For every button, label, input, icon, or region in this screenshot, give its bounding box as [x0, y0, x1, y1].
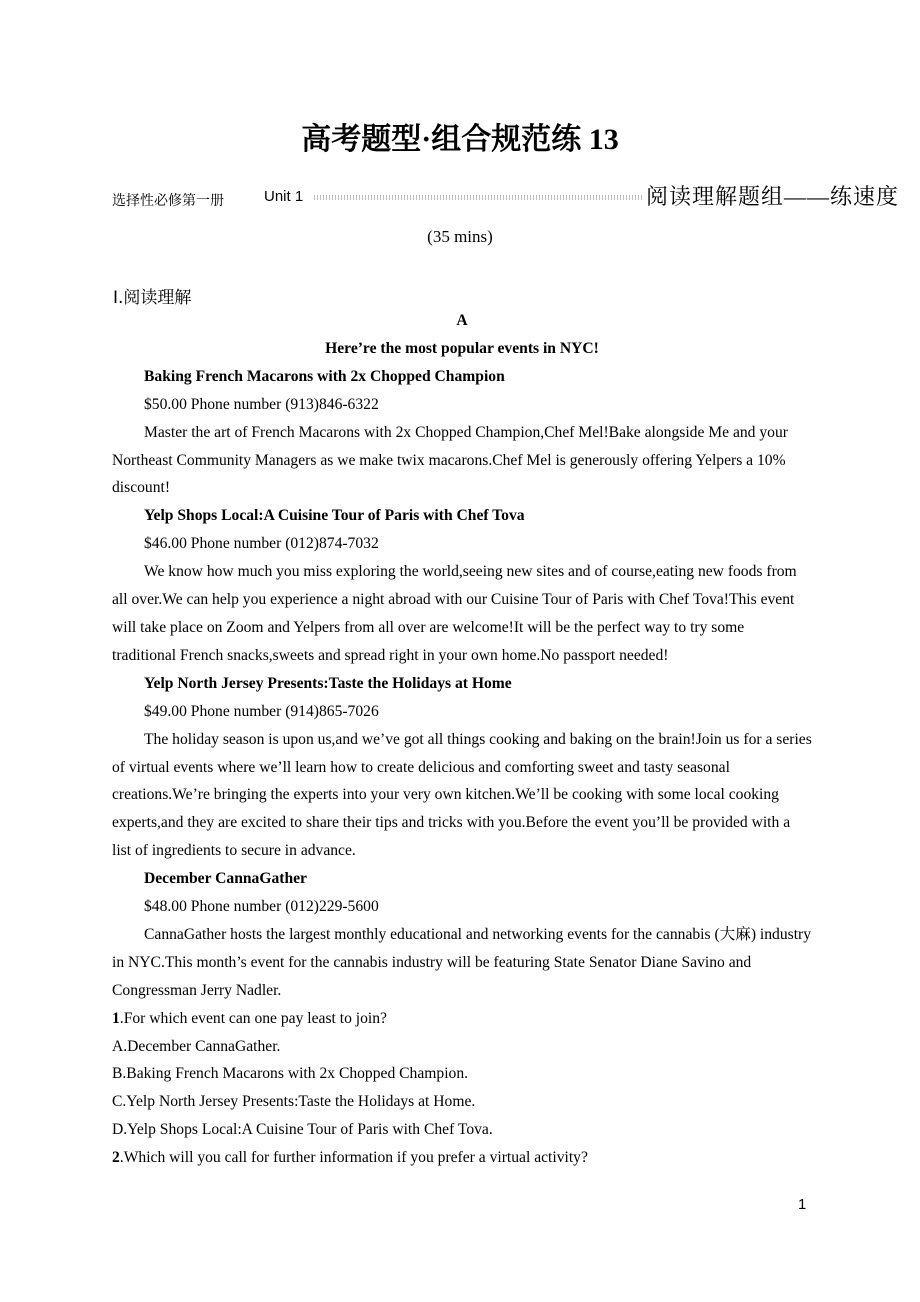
event-description: The holiday season is upon us,and we’ve got all things cooking and baking on the brain!Join us for a series of virtual events where we’ll learn how to create delicious and comforting sweet and tasty seasonal creations.We’re bringing the experts into your very own kitchen.We’ll be cooking with some local cooking experts,and they are excited to share their tips and tricks with you.Before the event you’ll be provided with a list of ingredients to secure in advance.: [112, 730, 812, 860]
event-price-phone: $48.00 Phone number (012)229-5600: [144, 898, 379, 916]
question-number: 2: [112, 1149, 120, 1167]
page-number: 1: [798, 1196, 807, 1213]
passage-heading: Here’re the most popular events in NYC!: [325, 339, 599, 357]
event-name: Yelp Shops Local:A Cuisine Tour of Paris with Chef Tova: [144, 507, 525, 525]
event-price-phone: $50.00 Phone number (913)846-6322: [144, 395, 379, 413]
question-1: [112, 1005, 812, 1033]
question-2: [112, 1144, 812, 1172]
question-stem: .For which event can one pay least to join?: [119, 1009, 387, 1027]
page-title: 高考题型·组合规范练 13: [301, 123, 619, 156]
time-limit: (35 mins): [427, 227, 493, 246]
question-number: 1: [112, 1009, 120, 1027]
option-c: C.Yelp North Jersey Presents:Taste the Holidays at Home.: [112, 1093, 476, 1111]
event-name: Yelp North Jersey Presents:Taste the Holidays at Home: [144, 674, 512, 692]
section-heading: Ⅰ.阅读理解: [113, 288, 192, 308]
unit-label: Unit 1: [264, 188, 304, 205]
leader-line: [314, 195, 644, 200]
event-price-phone: $49.00 Phone number (914)865-7026: [144, 702, 379, 720]
subtitle-row: [112, 180, 900, 212]
option-d: D.Yelp Shops Local:A Cuisine Tour of Paris with Chef Tova.: [112, 1121, 493, 1139]
passage-body: [112, 307, 812, 1172]
event-description: CannaGather hosts the largest monthly educational and networking events for the cannabis (大麻) industry in NYC.This month’s event for the cannabis industry will be featuring State Senator Diane Savino and Congressman Jerry Nadler.: [112, 925, 812, 999]
event-description: We know how much you miss exploring the world,seeing new sites and of course,eating new foods from all over.We can help you experience a night abroad with our Cuisine Tour of Paris with Chef Tova!This event will take place on Zoom and Yelpers from all over are welcome!It will be the perfect way to try some traditional French snacks,sweets and spread right in your own home.No passport needed!: [112, 563, 797, 664]
passage-letter: A: [456, 312, 468, 329]
event-price-phone: $46.00 Phone number (012)874-7032: [144, 535, 379, 553]
exercise-type: 阅读理解题组——练速度: [646, 184, 900, 209]
option-a: A.December CannaGather.: [112, 1037, 281, 1055]
event-description: Master the art of French Macarons with 2x Chopped Champion,Chef Mel!Bake alongside Me and your Northeast Community Managers as we make twix macarons.Chef Mel is generously offering Yelpers a 10% discount!: [112, 423, 788, 497]
event-name: December CannaGather: [144, 870, 307, 888]
book-volume: 选择性必修第一册: [112, 193, 224, 209]
event-name: Baking French Macarons with 2x Chopped Champion: [144, 367, 505, 385]
question-stem: .Which will you call for further information if you prefer a virtual activity?: [119, 1149, 588, 1167]
option-b: B.Baking French Macarons with 2x Chopped Champion.: [112, 1065, 469, 1083]
